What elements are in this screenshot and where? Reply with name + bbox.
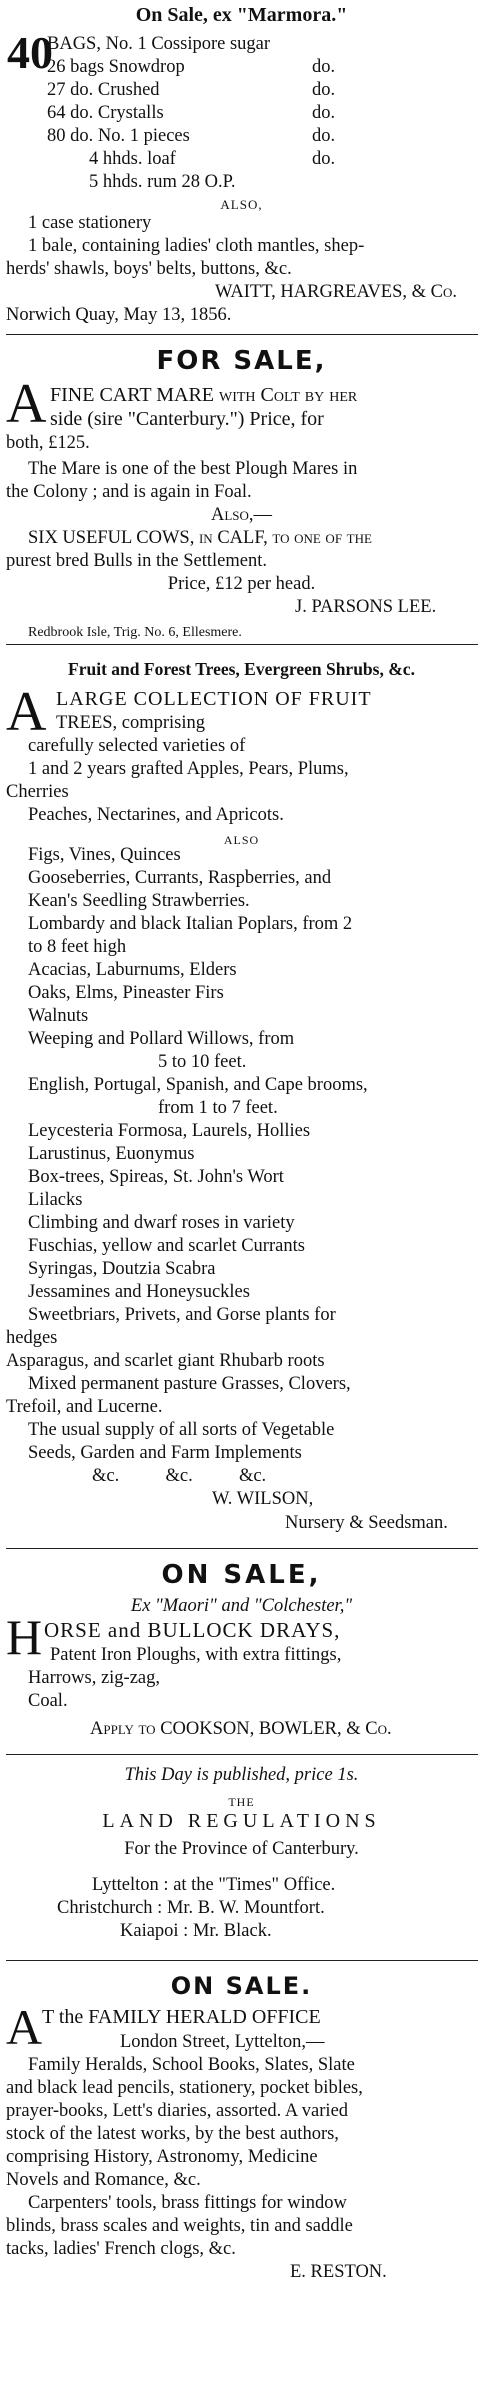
list-item: Leycesteria Formosa, Laurels, Hollies <box>28 1121 311 1141</box>
text-line: purest bred Bulls in the Settlement. <box>6 551 268 571</box>
text-line: the Colony ; and is again in Foal. <box>6 482 252 502</box>
list-item: Kean's Seedling Strawberries. <box>28 891 250 911</box>
ad-subtitle: For the Province of Canterbury. <box>124 1839 359 1859</box>
text-line: comprising History, Astronomy, Medicine <box>6 2147 318 2167</box>
text-line: Price, £12 per head. <box>167 574 316 594</box>
list-item: Acacias, Laburnums, Elders <box>28 960 237 980</box>
list-item: Walnuts <box>28 1006 89 1026</box>
list-item: Trefoil, and Lucerne. <box>6 1397 163 1417</box>
list-item: Lilacks <box>28 1190 83 1210</box>
list-item: Climbing and dwarf roses in variety <box>28 1213 295 1233</box>
divider <box>6 1960 478 1961</box>
signature: WAITT, HARGREAVES, & Co. <box>215 282 458 302</box>
text-line: This Day is published, price 1s. <box>124 1765 359 1785</box>
ad-title: Fruit and Forest Trees, Evergreen Shrubs, &c. <box>68 659 415 679</box>
text-line: herds' shawls, boys' belts, buttons, &c. <box>6 259 292 279</box>
drop-cap: H <box>6 1609 43 1665</box>
text-line: Carpenters' tools, brass fittings for window <box>28 2193 347 2213</box>
text-line: Peaches, Nectarines, and Apricots. <box>28 805 284 825</box>
drop-cap: A <box>6 681 47 743</box>
item-row: 4 hhds. loaf <box>89 149 176 169</box>
item-row: 64 do. Crystalls <box>47 103 164 123</box>
ad-subtitle: Ex "Maori" and "Colchester," <box>130 1596 353 1616</box>
drop-cap: A <box>6 373 47 435</box>
signature: E. RESTON. <box>290 2262 387 2282</box>
text-line: FINE CART MARE with Colt by her <box>50 384 358 406</box>
list-item: Box-trees, Spireas, St. John's Wort <box>28 1167 284 1187</box>
text-line: London Street, Lyttelton,— <box>120 2032 325 2052</box>
text-line: Novels and Romance, &c. <box>6 2170 201 2190</box>
text-line: Patent Iron Ploughs, with extra fittings, <box>50 1645 342 1665</box>
text-line: tacks, ladies' French clogs, &c. <box>6 2239 236 2259</box>
text-line: Kaiapoi : Mr. Black. <box>120 1921 272 1941</box>
drop-cap: A <box>6 1999 43 2055</box>
ditto: do. <box>312 80 336 100</box>
divider <box>6 644 478 645</box>
text-line: Harrows, zig-zag, <box>28 1668 161 1688</box>
list-item: &c. &c. &c. <box>92 1466 267 1486</box>
list-item: Asparagus, and scarlet giant Rhubarb roots <box>6 1351 325 1371</box>
text-line: Coal. <box>28 1691 68 1711</box>
divider <box>6 334 478 335</box>
list-item: Oaks, Elms, Pineaster Firs <box>28 983 224 1003</box>
list-item: hedges <box>6 1328 58 1348</box>
text-line: both, £125. <box>6 433 90 453</box>
ad-marmora <box>0 0 483 325</box>
list-item: Fuschias, yellow and scarlet Currants <box>28 1236 305 1256</box>
dateline: Norwich Quay, May 13, 1856. <box>6 305 232 325</box>
signature-line: Nursery & Seedsman. <box>285 1513 448 1533</box>
list-item: to 8 feet high <box>28 937 127 957</box>
list-item: Lombardy and black Italian Poplars, from 2 <box>28 914 353 934</box>
ad-title: On Sale, ex "Marmora." <box>135 4 348 26</box>
apply-line: Apply to COOKSON, BOWLER, & Co. <box>90 1719 392 1739</box>
ad-title: LAND REGULATIONS <box>102 1810 381 1832</box>
text-line: Family Heralds, School Books, Slates, Slate <box>28 2055 355 2075</box>
ad-cart-mare <box>0 340 483 640</box>
text-line: TREES, comprising <box>56 713 206 733</box>
item-row: 26 bags Snowdrop <box>47 57 185 77</box>
text-line: LARGE COLLECTION OF FRUIT <box>56 688 372 710</box>
also-label: ALSO, <box>220 197 263 212</box>
ditto: do. <box>312 126 336 146</box>
text-line: prayer-books, Lett's diaries, assorted. A varied <box>6 2101 349 2121</box>
list-item: Larustinus, Euonymus <box>28 1144 195 1164</box>
text-line: 1 and 2 years grafted Apples, Pears, Plums, <box>28 759 349 779</box>
list-item: Jessamines and Honeysuckles <box>28 1282 250 1302</box>
list-item: Sweetbriars, Privets, and Gorse plants for <box>28 1305 336 1325</box>
also-label: Also,— <box>210 505 273 525</box>
text-line: The Mare is one of the best Plough Mares in <box>28 459 358 479</box>
ad-title: FOR SALE, <box>156 346 327 376</box>
list-item: from 1 to 7 feet. <box>158 1098 278 1118</box>
list-item: Mixed permanent pasture Grasses, Clovers, <box>28 1374 351 1394</box>
ditto: do. <box>312 57 336 77</box>
divider <box>6 1548 478 1549</box>
text-line: ORSE and BULLOCK DRAYS, <box>44 1618 341 1642</box>
divider <box>6 1754 478 1755</box>
ditto: do. <box>312 149 336 169</box>
big-number: 40 <box>7 27 53 78</box>
list-item: Weeping and Pollard Willows, from <box>28 1029 295 1049</box>
list-item: Syringas, Doutzia Scabra <box>28 1259 216 1279</box>
text-line: Christchurch : Mr. B. W. Mountfort. <box>57 1898 325 1918</box>
text-line: stock of the latest works, by the best authors, <box>6 2124 339 2144</box>
text-line: SIX USEFUL COWS, in CALF, to one of the <box>28 528 372 548</box>
signature: J. PARSONS LEE. <box>295 597 437 617</box>
text-line: Cherries <box>6 782 69 802</box>
signature: W. WILSON, <box>212 1489 314 1509</box>
text-line: and black lead pencils, stationery, pocket bibles, <box>6 2078 363 2098</box>
text-line: T the FAMILY HERALD OFFICE <box>42 2006 321 2028</box>
item-row: BAGS, No. 1 Cossipore sugar <box>47 34 271 54</box>
text-line: Lyttelton : at the "Times" Office. <box>92 1875 336 1895</box>
list-item: Figs, Vines, Quinces <box>28 845 181 865</box>
address: Redbrook Isle, Trig. No. 6, Ellesmere. <box>28 625 242 640</box>
list-item: 5 to 10 feet. <box>158 1052 247 1072</box>
text-line: 1 case stationery <box>28 213 152 233</box>
list-item: English, Portugal, Spanish, and Cape brooms, <box>28 1075 368 1095</box>
list-item: Seeds, Garden and Farm Implements <box>28 1443 302 1463</box>
ad-title: ON SALE, <box>161 1560 322 1590</box>
item-row: 27 do. Crushed <box>47 80 160 100</box>
text-line: 1 bale, containing ladies' cloth mantles, shep- <box>28 236 365 256</box>
the-label: THE <box>228 1795 255 1809</box>
ad-title: ON SALE. <box>170 1972 313 2000</box>
text-line: blinds, brass scales and weights, tin and saddle <box>6 2216 353 2236</box>
item-row: 80 do. No. 1 pieces <box>47 126 190 146</box>
text-line: carefully selected varieties of <box>28 736 246 756</box>
list-item: Gooseberries, Currants, Raspberries, and <box>28 868 332 888</box>
item-row: 5 hhds. rum 28 O.P. <box>89 172 236 192</box>
ditto: do. <box>312 103 336 123</box>
also-label: ALSO <box>223 833 260 847</box>
list-item: The usual supply of all sorts of Vegetable <box>28 1420 335 1440</box>
text-line: side (sire "Canterbury.") Price, for <box>50 408 324 430</box>
